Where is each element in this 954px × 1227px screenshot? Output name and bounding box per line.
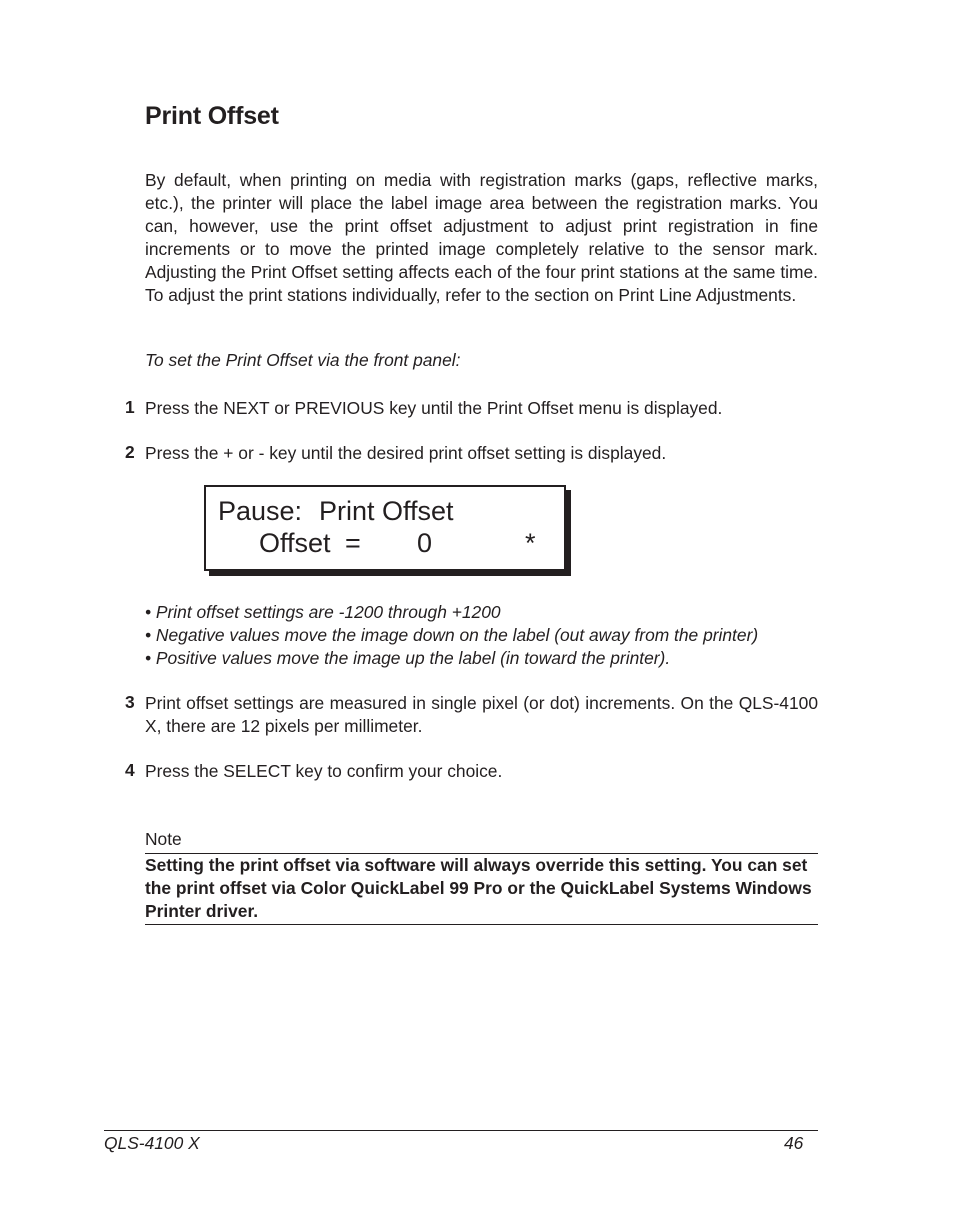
bullet-list: [145, 601, 758, 670]
step-3-number: 3: [125, 692, 135, 712]
note-label: Note: [145, 829, 182, 849]
note-text: Setting the print offset via software will always override this setting. You can set the print offset via Color QuickLabel 99 Pro or the QuickLabel Systems Windows Printer driver.: [145, 853, 818, 925]
page-number: 46: [784, 1133, 804, 1153]
footer-model: QLS-4100 X: [104, 1133, 200, 1153]
lcd-menu-name: Print Offset: [319, 496, 454, 526]
procedure-intro: To set the Print Offset via the front panel:: [145, 350, 461, 370]
bullet-item: • Positive values move the image up the label (in toward the printer).: [145, 647, 671, 668]
step-2-text: Press the + or - key until the desired print offset setting is displayed.: [145, 443, 667, 463]
step-4-number: 4: [125, 760, 135, 780]
bullet-item: • Negative values move the image down on the label (out away from the printer): [145, 624, 759, 645]
step-1-text: Press the NEXT or PREVIOUS key until the Print Offset menu is displayed.: [145, 398, 723, 418]
intro-paragraph: By default, when printing on media with registration marks (gaps, reflective marks, etc.), the printer will place the label image area between the registration marks. You can, however, use the print offset adjustment to adjust print registration in fine increments or to move the printed image completely relative to the sensor mark. Adjusting the Print Offset setting affects each of the four print stations at the same time. To adjust the print stations individually, refer to the section on Print Line Adjustments.: [145, 170, 818, 305]
footer-rule: [104, 1130, 818, 1131]
lcd-display: [204, 485, 566, 571]
lcd-offset-label: Offset: [259, 528, 331, 558]
lcd-equals: =: [345, 528, 361, 558]
page-title: Print Offset: [145, 102, 279, 130]
lcd-pause-label: Pause:: [218, 496, 303, 526]
step-3-text: Print offset settings are measured in single pixel (or dot) increments. On the QLS-4100 X, there are 12 pixels per millimeter.: [145, 693, 818, 736]
step-1-number: 1: [125, 397, 135, 417]
lcd-offset-value: 0: [417, 528, 433, 558]
step-4-text: Press the SELECT key to confirm your choice.: [145, 761, 503, 781]
bullet-item: • Print offset settings are -1200 through +1200: [145, 602, 501, 622]
step-2-number: 2: [125, 442, 135, 462]
lcd-marker: *: [525, 528, 536, 558]
